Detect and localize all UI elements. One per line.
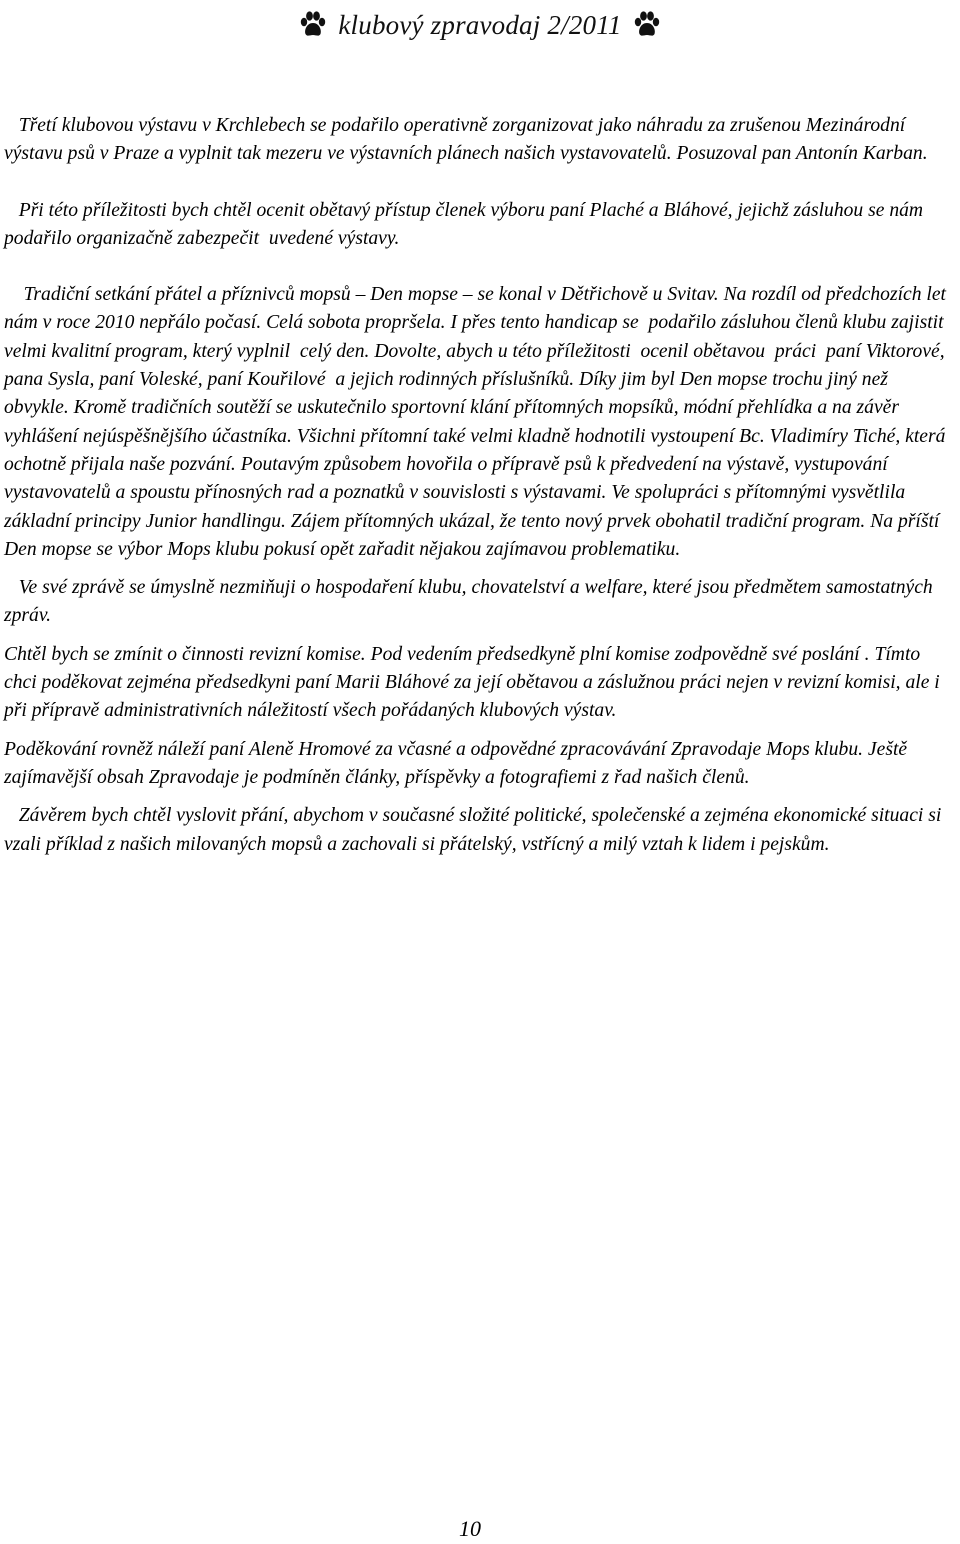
- paragraph-newsletter-thanks: Poděkování rovněž náleží paní Aleně Hromové za včasné a odpovědné zpracovávání Zpravodaje Mops klubu. Ještě zajímavější obsah Zpravodaje je podmíněn články, příspěvky a fotografiemi z řad našich členů.: [4, 738, 912, 788]
- page-number: 10: [459, 1516, 481, 1541]
- paragraph-closing-wish: Závěrem bych chtěl vyslovit přání, abychom v současné složité politické, společenské a zejména ekonomické situaci si vzali příklad z našich milovaných mopsů a zachovali si přátelský, vstřícný a milý vztah k lidem i pejskům.: [4, 805, 947, 855]
- paragraph-other-reports: Ve své zprávě se úmyslně nezmiňuji o hospodaření klubu, chovatelství a welfare, které jsou předmětem samostatných zpráv.: [4, 577, 938, 627]
- paragraph-pug-day: Tradiční setkání přátel a příznivců mopsů – Den mopse – se konal v Dětřichově u Svitav. Na rozdíl od předchozích let nám v roce 2010 nepřálo počasí. Celá sobota propršela. I přes tento handicap se podařilo zásluhou členů klubu zajistit velmi kvalitní program, který vyplnil celý den. Dovolte, abych u této příležitosti ocenil obětavou práci paní Viktorové, pana Sysla, paní Voleské, paní Kouřilové a jejich rodinných příslušníků. Díky jim byl Den mopse trochu jiný než obvykle. Kromě tradičních soutěží se uskutečnilo sportovní klání přítomných mopsíků, módní přehlídka a na závěr vyhlášení nejúspěšnějšího účastníka. Všichni přítomní také velmi kladně hodnotili vystoupení Bc. Vladimíry Tiché, která ochotně přijala naše pozvání. Poutavým způsobem hovořila o přípravě psů k předvedení na výstavě, vystupování vystavovatelů a spoustu přínosných rad a poznatků v souvislosti s výstavami. Ve spolupráci s přítomnými vysvětlila základní principy Junior handlingu. Zájem přítomných ukázal, že tento nový prvek obohatil tradiční program. Na příští Den mopse se výbor Mops klubu pokusí opět zařadit nějakou zajímavou problematiku.: [4, 284, 951, 560]
- paragraph-show-krchleby: Třetí klubovou výstavu v Krchlebech se podařilo operativně zorganizovat jako náhradu za zrušenou Mezinárodní výstavu psů v Praze a vyplnit tak mezeru ve výstavních plánech našich vystavovatelů. Posuzoval pan Antonín Karban.: [4, 115, 928, 165]
- paragraph-audit-committee: Chtěl bych se zmínit o činnosti revizní komise. Pod vedením předsedkyně plní komise zodpovědně své poslání . Tímto chci poděkovat zejména předsedkyni paní Marii Bláhové za její obětavou a záslužnou práci nejen v revizní komisi, ale i při přípravě administrativních náležitostí všech pořádaných klubových výstav.: [4, 643, 945, 722]
- paw-icon: [632, 10, 662, 40]
- paw-icon: [298, 10, 328, 40]
- article-body: [4, 112, 956, 859]
- paragraph-committee-thanks: Při této příležitosti bych chtěl ocenit obětavý přístup členek výboru paní Plaché a Bláhové, jejichž zásluhou se nám podařilo organizačně zabezpečit uvedené výstavy.: [4, 199, 928, 249]
- header-title: klubový zpravodaj 2/2011: [338, 9, 622, 40]
- page-header: [0, 0, 960, 50]
